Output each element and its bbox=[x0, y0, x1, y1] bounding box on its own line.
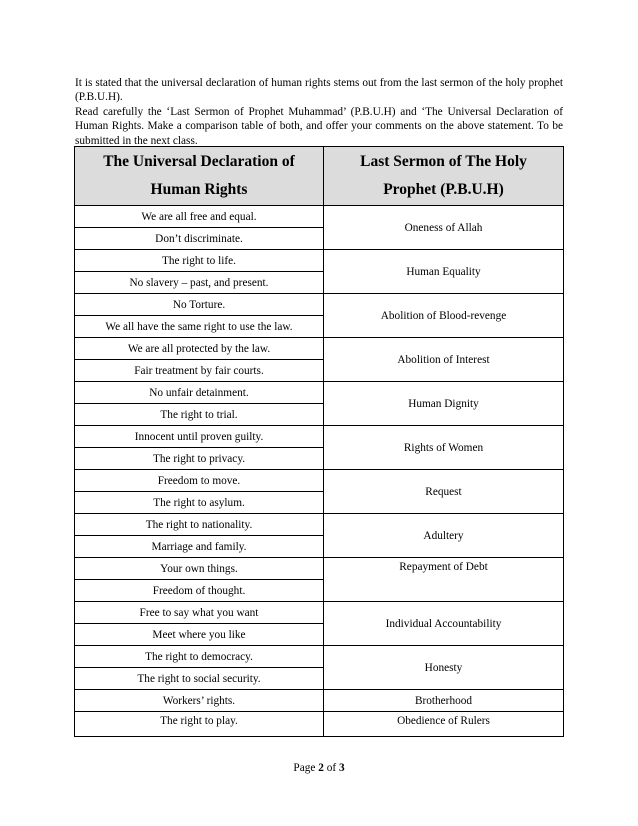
header-udhr: The Universal Declaration of Human Rights bbox=[75, 147, 324, 206]
sermon-item: Human Equality bbox=[324, 250, 564, 294]
comparison-table bbox=[74, 146, 564, 737]
table-row bbox=[75, 602, 564, 624]
udhr-item: Fair treatment by fair courts. bbox=[75, 360, 324, 382]
total-pages-number: 3 bbox=[338, 762, 345, 774]
table-row bbox=[75, 690, 564, 712]
udhr-item: The right to social security. bbox=[75, 668, 324, 690]
table-row bbox=[75, 712, 564, 737]
sermon-item: Abolition of Blood-revenge bbox=[324, 294, 564, 338]
sermon-item: Honesty bbox=[324, 646, 564, 690]
udhr-item: No slavery – past, and present. bbox=[75, 272, 324, 294]
udhr-item: Meet where you like bbox=[75, 624, 324, 646]
udhr-item: The right to asylum. bbox=[75, 492, 324, 514]
intro-paragraph-2: Read carefully the ‘Last Sermon of Prophet Muhammad’ (P.B.U.H) and ‘The Universal Declaration of Human Rights. Make a comparison table of both, and offer your comments on the above statement. To be submitted in the next class. bbox=[75, 105, 563, 147]
table-row bbox=[75, 250, 564, 272]
sermon-item: Obedience of Rulers bbox=[324, 712, 564, 737]
udhr-item: The right to privacy. bbox=[75, 448, 324, 470]
udhr-item: We all have the same right to use the law. bbox=[75, 316, 324, 338]
udhr-item: The right to democracy. bbox=[75, 646, 324, 668]
udhr-item: Freedom to move. bbox=[75, 470, 324, 492]
udhr-item: We are all protected by the law. bbox=[75, 338, 324, 360]
sermon-item: Individual Accountability bbox=[324, 602, 564, 646]
udhr-item: Workers’ rights. bbox=[75, 690, 324, 712]
udhr-item: Don’t discriminate. bbox=[75, 228, 324, 250]
table-row bbox=[75, 646, 564, 668]
udhr-item: No Torture. bbox=[75, 294, 324, 316]
sermon-item: Abolition of Interest bbox=[324, 338, 564, 382]
udhr-item: The right to life. bbox=[75, 250, 324, 272]
sermon-item: Adultery bbox=[324, 514, 564, 558]
header-last-sermon: Last Sermon of The Holy Prophet (P.B.U.H) bbox=[324, 147, 564, 206]
udhr-item: Free to say what you want bbox=[75, 602, 324, 624]
sermon-item: Request bbox=[324, 470, 564, 514]
table-row bbox=[75, 338, 564, 360]
table-row bbox=[75, 206, 564, 228]
udhr-item: The right to nationality. bbox=[75, 514, 324, 536]
sermon-item: Brotherhood bbox=[324, 690, 564, 712]
udhr-item: Marriage and family. bbox=[75, 536, 324, 558]
udhr-item: Your own things. bbox=[75, 558, 324, 580]
table-row bbox=[75, 426, 564, 448]
udhr-item: The right to play. bbox=[75, 712, 324, 737]
page-of-label: of bbox=[326, 762, 337, 774]
udhr-item: Innocent until proven guilty. bbox=[75, 426, 324, 448]
table-row bbox=[75, 294, 564, 316]
udhr-item: The right to trial. bbox=[75, 404, 324, 426]
table-row bbox=[75, 514, 564, 536]
sermon-item: Repayment of Debt bbox=[324, 558, 564, 602]
table-row bbox=[75, 470, 564, 492]
current-page-number: 2 bbox=[318, 762, 324, 774]
table-row bbox=[75, 558, 564, 580]
udhr-item: Freedom of thought. bbox=[75, 580, 324, 602]
sermon-item: Human Dignity bbox=[324, 382, 564, 426]
table-row bbox=[75, 382, 564, 404]
udhr-item: No unfair detainment. bbox=[75, 382, 324, 404]
page-footer bbox=[0, 762, 638, 774]
sermon-item: Oneness of Allah bbox=[324, 206, 564, 250]
udhr-item: We are all free and equal. bbox=[75, 206, 324, 228]
sermon-item: Rights of Women bbox=[324, 426, 564, 470]
intro-paragraph-1: It is stated that the universal declaration of human rights stems out from the last sermon of the holy prophet (P.B.U.H). bbox=[75, 77, 563, 104]
instructions bbox=[75, 76, 563, 148]
page-label: Page bbox=[293, 762, 316, 774]
table-header-row bbox=[75, 147, 564, 206]
